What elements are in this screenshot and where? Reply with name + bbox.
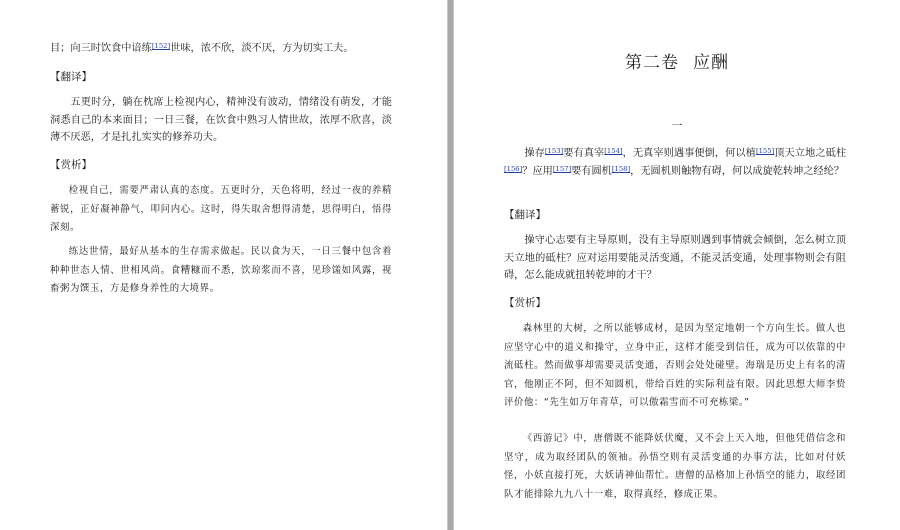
chapter-title-volume: 第二卷: [625, 53, 679, 73]
continuation-text: 目；向三时饮食中谙练: [50, 43, 152, 54]
section-number: 一: [671, 119, 683, 132]
analysis-paragraph-right-2: 《西游记》中，唐僧既不能降妖伏魔，又不会上天入地，但他凭借信念和坚守，成为取经团队的领袖。孙悟空则有灵活变通的办事方法，比如对付妖怪，小妖直接打死，大妖请神仙帮忙。唐僧的品格加上孙悟空的能力，取经团队才能排除九九八十一难，取得真经，修成正果。: [504, 433, 846, 500]
footnote-link-158[interactable]: [158]: [611, 164, 631, 173]
left-page: [0, 0, 447, 530]
chapter-title: [454, 48, 900, 73]
analysis-heading-right: 【赏析】: [504, 297, 546, 309]
footnote-link-156[interactable]: [156]: [504, 164, 523, 173]
footnote-link-152[interactable]: [152]: [151, 42, 171, 50]
analysis-paragraph-1: 检视自己，需要严肃认真的态度。五更时分，天色将明，经过一夜的养精蓄锐，正好凝神静气，叩问内心。这时，得失取舍想得清楚，思得明白，悟得深刻。: [50, 185, 392, 233]
footnote-link-157[interactable]: [157]: [552, 164, 572, 173]
translation-paragraph: 五更时分，躺在枕席上检视内心，精神没有波动，情绪没有萌发，才能洞悉自己的本来面目；一日三餐，在饮食中熟习人情世故，浓厚不欣喜，淡薄不厌恶，才是扎扎实实的修养功夫。: [50, 97, 392, 143]
translation-heading-right: 【翻译】: [504, 209, 546, 221]
continuation-paragraph: [50, 40, 392, 58]
footnote-link-154[interactable]: [154]: [604, 147, 623, 155]
continuation-text-end: 世味，浓不欣，淡不厌，方为切实工夫。: [170, 43, 354, 54]
original-text-paragraph: 操存[153]要有真宰[154]，无真宰则遇事便倒，何以植[155]顶天立地之砥柱[156]？应用[157]要有圆机[158]，无圆机则触物有碍，何以成旋乾转坤之经纶？: [504, 147, 847, 177]
right-page: [454, 0, 900, 530]
analysis-heading: 【赏析】: [50, 159, 92, 171]
page-divider: [447, 0, 454, 530]
footnote-link-153[interactable]: [153]: [544, 147, 564, 155]
analysis-paragraph-2: 练达世情，最好从基本的生存需求做起。民以食为天，一日三餐中包含着种种世态人情、世相风尚。食糟糠而不悉，饮琼浆而不喜，见珍馐如风露，视畜粥为馔玉，方是修身养性的大境界。: [50, 246, 392, 294]
footnote-link-155[interactable]: [155]: [755, 147, 775, 155]
translation-paragraph-right: 操守心志要有主导原则，没有主导原则遇到事情就会倾倒，怎么树立顶天立地的砥柱？应对运用要能灵活变通，不能灵活变通，处理事物则会有阻碍，怎么能成就扭转乾坤的才干？: [504, 235, 846, 281]
chapter-title-name: 应酬: [693, 53, 729, 73]
analysis-paragraph-right-1: 森林里的大树，之所以能够成材，是因为坚定地朝一个方向生长。做人也应坚守心中的道义和操守，立身中正，这样才能受到信任，成为可以依靠的中流砥柱。然而做事却需要灵活变通，否则会处处碰壁。海瑞是历史上有名的清官，他刚正不阿，但不知圆机，带给百姓的实际利益有限。因此思想大师李贽评价他：“先生如万年青草，可以傲霜雪而不可充栋梁。”: [504, 323, 846, 408]
translation-heading: 【翻译】: [50, 71, 92, 83]
